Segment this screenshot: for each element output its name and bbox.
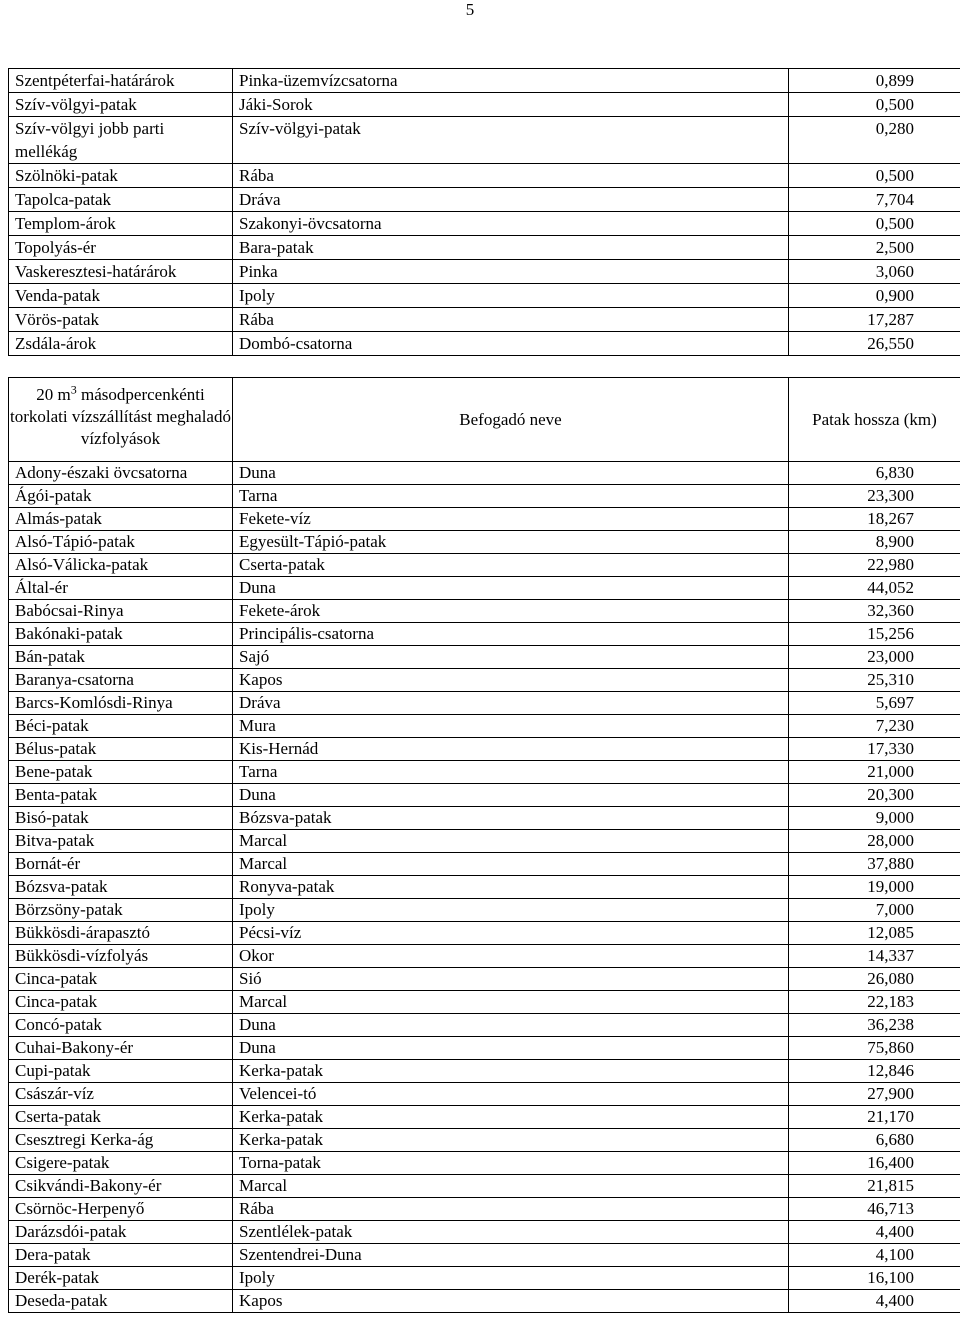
table-row [9, 1037, 960, 1060]
receiver-name: Cserta-patak [233, 554, 789, 577]
watercourse-name: Zsdála-árok [9, 332, 233, 356]
table-row [9, 807, 960, 830]
length-km: 75,860 [789, 1037, 960, 1060]
receiver-name: Duna [233, 462, 789, 485]
receiver-name: Dráva [233, 188, 789, 212]
watercourse-name: Csörnöc-Herpenyő [9, 1198, 233, 1221]
watercourse-name: Benta-patak [9, 784, 233, 807]
table-row [9, 738, 960, 761]
table-row [9, 876, 960, 899]
receiver-name: Rába [233, 164, 789, 188]
length-km: 0,500 [789, 93, 960, 117]
table-row [9, 646, 960, 669]
watercourse-name: Bornát-ér [9, 853, 233, 876]
length-km: 3,060 [789, 260, 960, 284]
length-km: 22,183 [789, 991, 960, 1014]
receiver-name: Szív-völgyi-patak [233, 117, 789, 164]
watercourse-name: Által-ér [9, 577, 233, 600]
watercourse-name: Venda-patak [9, 284, 233, 308]
table-row [9, 508, 960, 531]
length-km: 7,704 [789, 188, 960, 212]
watercourse-name: Béci-patak [9, 715, 233, 738]
table-row [9, 600, 960, 623]
length-km: 4,400 [789, 1290, 960, 1313]
watercourse-name: Alsó-Tápió-patak [9, 531, 233, 554]
table-row [9, 1083, 960, 1106]
receiver-name: Duna [233, 577, 789, 600]
length-km: 6,680 [789, 1129, 960, 1152]
table-row [9, 991, 960, 1014]
receiver-name: Duna [233, 784, 789, 807]
watercourse-name: Vörös-patak [9, 308, 233, 332]
watercourse-name: Bán-patak [9, 646, 233, 669]
watercourse-name: Bisó-patak [9, 807, 233, 830]
length-km: 16,400 [789, 1152, 960, 1175]
receiver-name: Velencei-tó [233, 1083, 789, 1106]
table-row [9, 1175, 960, 1198]
table-row [9, 554, 960, 577]
table-row [9, 715, 960, 738]
receiver-name: Bara-patak [233, 236, 789, 260]
length-km: 23,300 [789, 485, 960, 508]
table-row [9, 1152, 960, 1175]
table-row [9, 308, 960, 332]
watercourse-name: Szív-völgyi jobb parti mellékág [9, 117, 233, 164]
watercourse-name: Concó-patak [9, 1014, 233, 1037]
table-row [9, 69, 960, 93]
receiver-name: Kerka-patak [233, 1106, 789, 1129]
table-row [9, 485, 960, 508]
length-km: 32,360 [789, 600, 960, 623]
length-km: 21,170 [789, 1106, 960, 1129]
receiver-name: Bózsva-patak [233, 807, 789, 830]
receiver-name: Rába [233, 1198, 789, 1221]
table-row [9, 212, 960, 236]
receiver-name: Kis-Hernád [233, 738, 789, 761]
table-row [9, 669, 960, 692]
length-km: 7,230 [789, 715, 960, 738]
receiver-name: Ipoly [233, 1267, 789, 1290]
length-km: 23,000 [789, 646, 960, 669]
watercourse-name: Bükkösdi-árapasztó [9, 922, 233, 945]
length-km: 0,899 [789, 69, 960, 93]
receiver-name: Fekete-víz [233, 508, 789, 531]
length-km: 22,980 [789, 554, 960, 577]
length-km: 6,830 [789, 462, 960, 485]
watercourse-name: Bitva-patak [9, 830, 233, 853]
watercourse-name: Vaskeresztesi-határárok [9, 260, 233, 284]
header-receiver: Befogadó neve [233, 378, 789, 462]
length-km: 2,500 [789, 236, 960, 260]
header-watercourse [9, 378, 233, 462]
receiver-name: Sajó [233, 646, 789, 669]
watercourse-name: Topolyás-ér [9, 236, 233, 260]
watercourse-name: Baranya-csatorna [9, 669, 233, 692]
receiver-name: Kapos [233, 669, 789, 692]
length-km: 0,900 [789, 284, 960, 308]
table-row [9, 830, 960, 853]
receiver-name: Marcal [233, 1175, 789, 1198]
watercourse-name: Tapolca-patak [9, 188, 233, 212]
header-length: Patak hossza (km) [789, 378, 960, 462]
length-km: 4,400 [789, 1221, 960, 1244]
table-row [9, 922, 960, 945]
receiver-name: Rába [233, 308, 789, 332]
watercourse-name: Bene-patak [9, 761, 233, 784]
length-km: 14,337 [789, 945, 960, 968]
length-km: 8,900 [789, 531, 960, 554]
table-row [9, 577, 960, 600]
watercourse-name: Derék-patak [9, 1267, 233, 1290]
length-km: 0,500 [789, 212, 960, 236]
receiver-name: Tarna [233, 485, 789, 508]
receiver-name: Ronyva-patak [233, 876, 789, 899]
watercourse-name: Alsó-Válicka-patak [9, 554, 233, 577]
length-km: 26,550 [789, 332, 960, 356]
length-km: 26,080 [789, 968, 960, 991]
length-km: 4,100 [789, 1244, 960, 1267]
table-row [9, 784, 960, 807]
table-row [9, 1106, 960, 1129]
watercourse-name: Szív-völgyi-patak [9, 93, 233, 117]
watercourse-name: Cinca-patak [9, 991, 233, 1014]
watercourse-name: Deseda-patak [9, 1290, 233, 1313]
header-watercourse-post: másodpercenkénti torkolati vízszállítást meghaladó vízfolyások [10, 385, 231, 448]
watercourse-table-continued [8, 68, 960, 356]
watercourse-name: Cupi-patak [9, 1060, 233, 1083]
length-km: 9,000 [789, 807, 960, 830]
watercourse-name: Bózsva-patak [9, 876, 233, 899]
length-km: 25,310 [789, 669, 960, 692]
receiver-name: Pinka [233, 260, 789, 284]
watercourse-name: Cuhai-Bakony-ér [9, 1037, 233, 1060]
table-row [9, 1244, 960, 1267]
receiver-name: Duna [233, 1037, 789, 1060]
receiver-name: Ipoly [233, 899, 789, 922]
length-km: 27,900 [789, 1083, 960, 1106]
watercourse-name: Barcs-Komlósdi-Rinya [9, 692, 233, 715]
table-row [9, 761, 960, 784]
receiver-name: Fekete-árok [233, 600, 789, 623]
receiver-name: Pinka-üzemvízcsatorna [233, 69, 789, 93]
table-row [9, 1060, 960, 1083]
table-row [9, 1014, 960, 1037]
receiver-name: Marcal [233, 830, 789, 853]
watercourse-name: Szölnöki-patak [9, 164, 233, 188]
watercourse-name: Templom-árok [9, 212, 233, 236]
receiver-name: Duna [233, 1014, 789, 1037]
table-row [9, 692, 960, 715]
header-watercourse-sup: 3 [70, 382, 77, 397]
receiver-name: Kerka-patak [233, 1129, 789, 1152]
receiver-name: Okor [233, 945, 789, 968]
receiver-name: Szentendrei-Duna [233, 1244, 789, 1267]
receiver-name: Marcal [233, 991, 789, 1014]
watercourse-name: Csikvándi-Bakony-ér [9, 1175, 233, 1198]
watercourse-name: Szentpéterfai-határárok [9, 69, 233, 93]
length-km: 28,000 [789, 830, 960, 853]
table-row [9, 462, 960, 485]
receiver-name: Egyesült-Tápió-patak [233, 531, 789, 554]
watercourse-name: Bélus-patak [9, 738, 233, 761]
length-km: 17,287 [789, 308, 960, 332]
table-row [9, 623, 960, 646]
table-row [9, 1198, 960, 1221]
length-km: 7,000 [789, 899, 960, 922]
table-row [9, 236, 960, 260]
length-km: 0,500 [789, 164, 960, 188]
watercourse-name: Császár-víz [9, 1083, 233, 1106]
receiver-name: Torna-patak [233, 1152, 789, 1175]
watercourse-name: Csigere-patak [9, 1152, 233, 1175]
table-row [9, 899, 960, 922]
watercourse-name: Almás-patak [9, 508, 233, 531]
length-km: 21,000 [789, 761, 960, 784]
length-km: 36,238 [789, 1014, 960, 1037]
length-km: 18,267 [789, 508, 960, 531]
watercourse-name: Babócsai-Rinya [9, 600, 233, 623]
table-row [9, 968, 960, 991]
table-row [9, 531, 960, 554]
length-km: 44,052 [789, 577, 960, 600]
table-row [9, 1221, 960, 1244]
header-watercourse-pre: 20 m [36, 385, 71, 404]
table-header-row [9, 378, 960, 462]
length-km: 5,697 [789, 692, 960, 715]
watercourse-name: Adony-északi övcsatorna [9, 462, 233, 485]
length-km: 19,000 [789, 876, 960, 899]
table-row [9, 117, 960, 164]
length-km: 16,100 [789, 1267, 960, 1290]
length-km: 0,280 [789, 117, 960, 164]
watercourse-name: Cserta-patak [9, 1106, 233, 1129]
receiver-name: Pécsi-víz [233, 922, 789, 945]
receiver-name: Kapos [233, 1290, 789, 1313]
length-km: 12,846 [789, 1060, 960, 1083]
watercourse-name: Darázsdói-patak [9, 1221, 233, 1244]
receiver-name: Sió [233, 968, 789, 991]
table-row [9, 164, 960, 188]
table-row [9, 284, 960, 308]
receiver-name: Szakonyi-övcsatorna [233, 212, 789, 236]
length-km: 12,085 [789, 922, 960, 945]
table-row [9, 332, 960, 356]
watercourse-table-large [8, 377, 960, 1313]
watercourse-name: Bükkösdi-vízfolyás [9, 945, 233, 968]
receiver-name: Principális-csatorna [233, 623, 789, 646]
receiver-name: Tarna [233, 761, 789, 784]
watercourse-name: Dera-patak [9, 1244, 233, 1267]
watercourse-name: Bakónaki-patak [9, 623, 233, 646]
watercourse-name: Csesztregi Kerka-ág [9, 1129, 233, 1152]
length-km: 17,330 [789, 738, 960, 761]
length-km: 46,713 [789, 1198, 960, 1221]
table-row [9, 260, 960, 284]
table-row [9, 188, 960, 212]
table-row [9, 945, 960, 968]
length-km: 21,815 [789, 1175, 960, 1198]
table-row [9, 93, 960, 117]
receiver-name: Dráva [233, 692, 789, 715]
table-row [9, 853, 960, 876]
page-number: 5 [465, 0, 475, 19]
table-row [9, 1267, 960, 1290]
length-km: 20,300 [789, 784, 960, 807]
receiver-name: Marcal [233, 853, 789, 876]
table-row [9, 1290, 960, 1313]
receiver-name: Dombó-csatorna [233, 332, 789, 356]
receiver-name: Szentlélek-patak [233, 1221, 789, 1244]
receiver-name: Mura [233, 715, 789, 738]
length-km: 37,880 [789, 853, 960, 876]
watercourse-name: Ágói-patak [9, 485, 233, 508]
length-km: 15,256 [789, 623, 960, 646]
table-row [9, 1129, 960, 1152]
receiver-name: Jáki-Sorok [233, 93, 789, 117]
receiver-name: Kerka-patak [233, 1060, 789, 1083]
watercourse-name: Cinca-patak [9, 968, 233, 991]
watercourse-name: Börzsöny-patak [9, 899, 233, 922]
receiver-name: Ipoly [233, 284, 789, 308]
